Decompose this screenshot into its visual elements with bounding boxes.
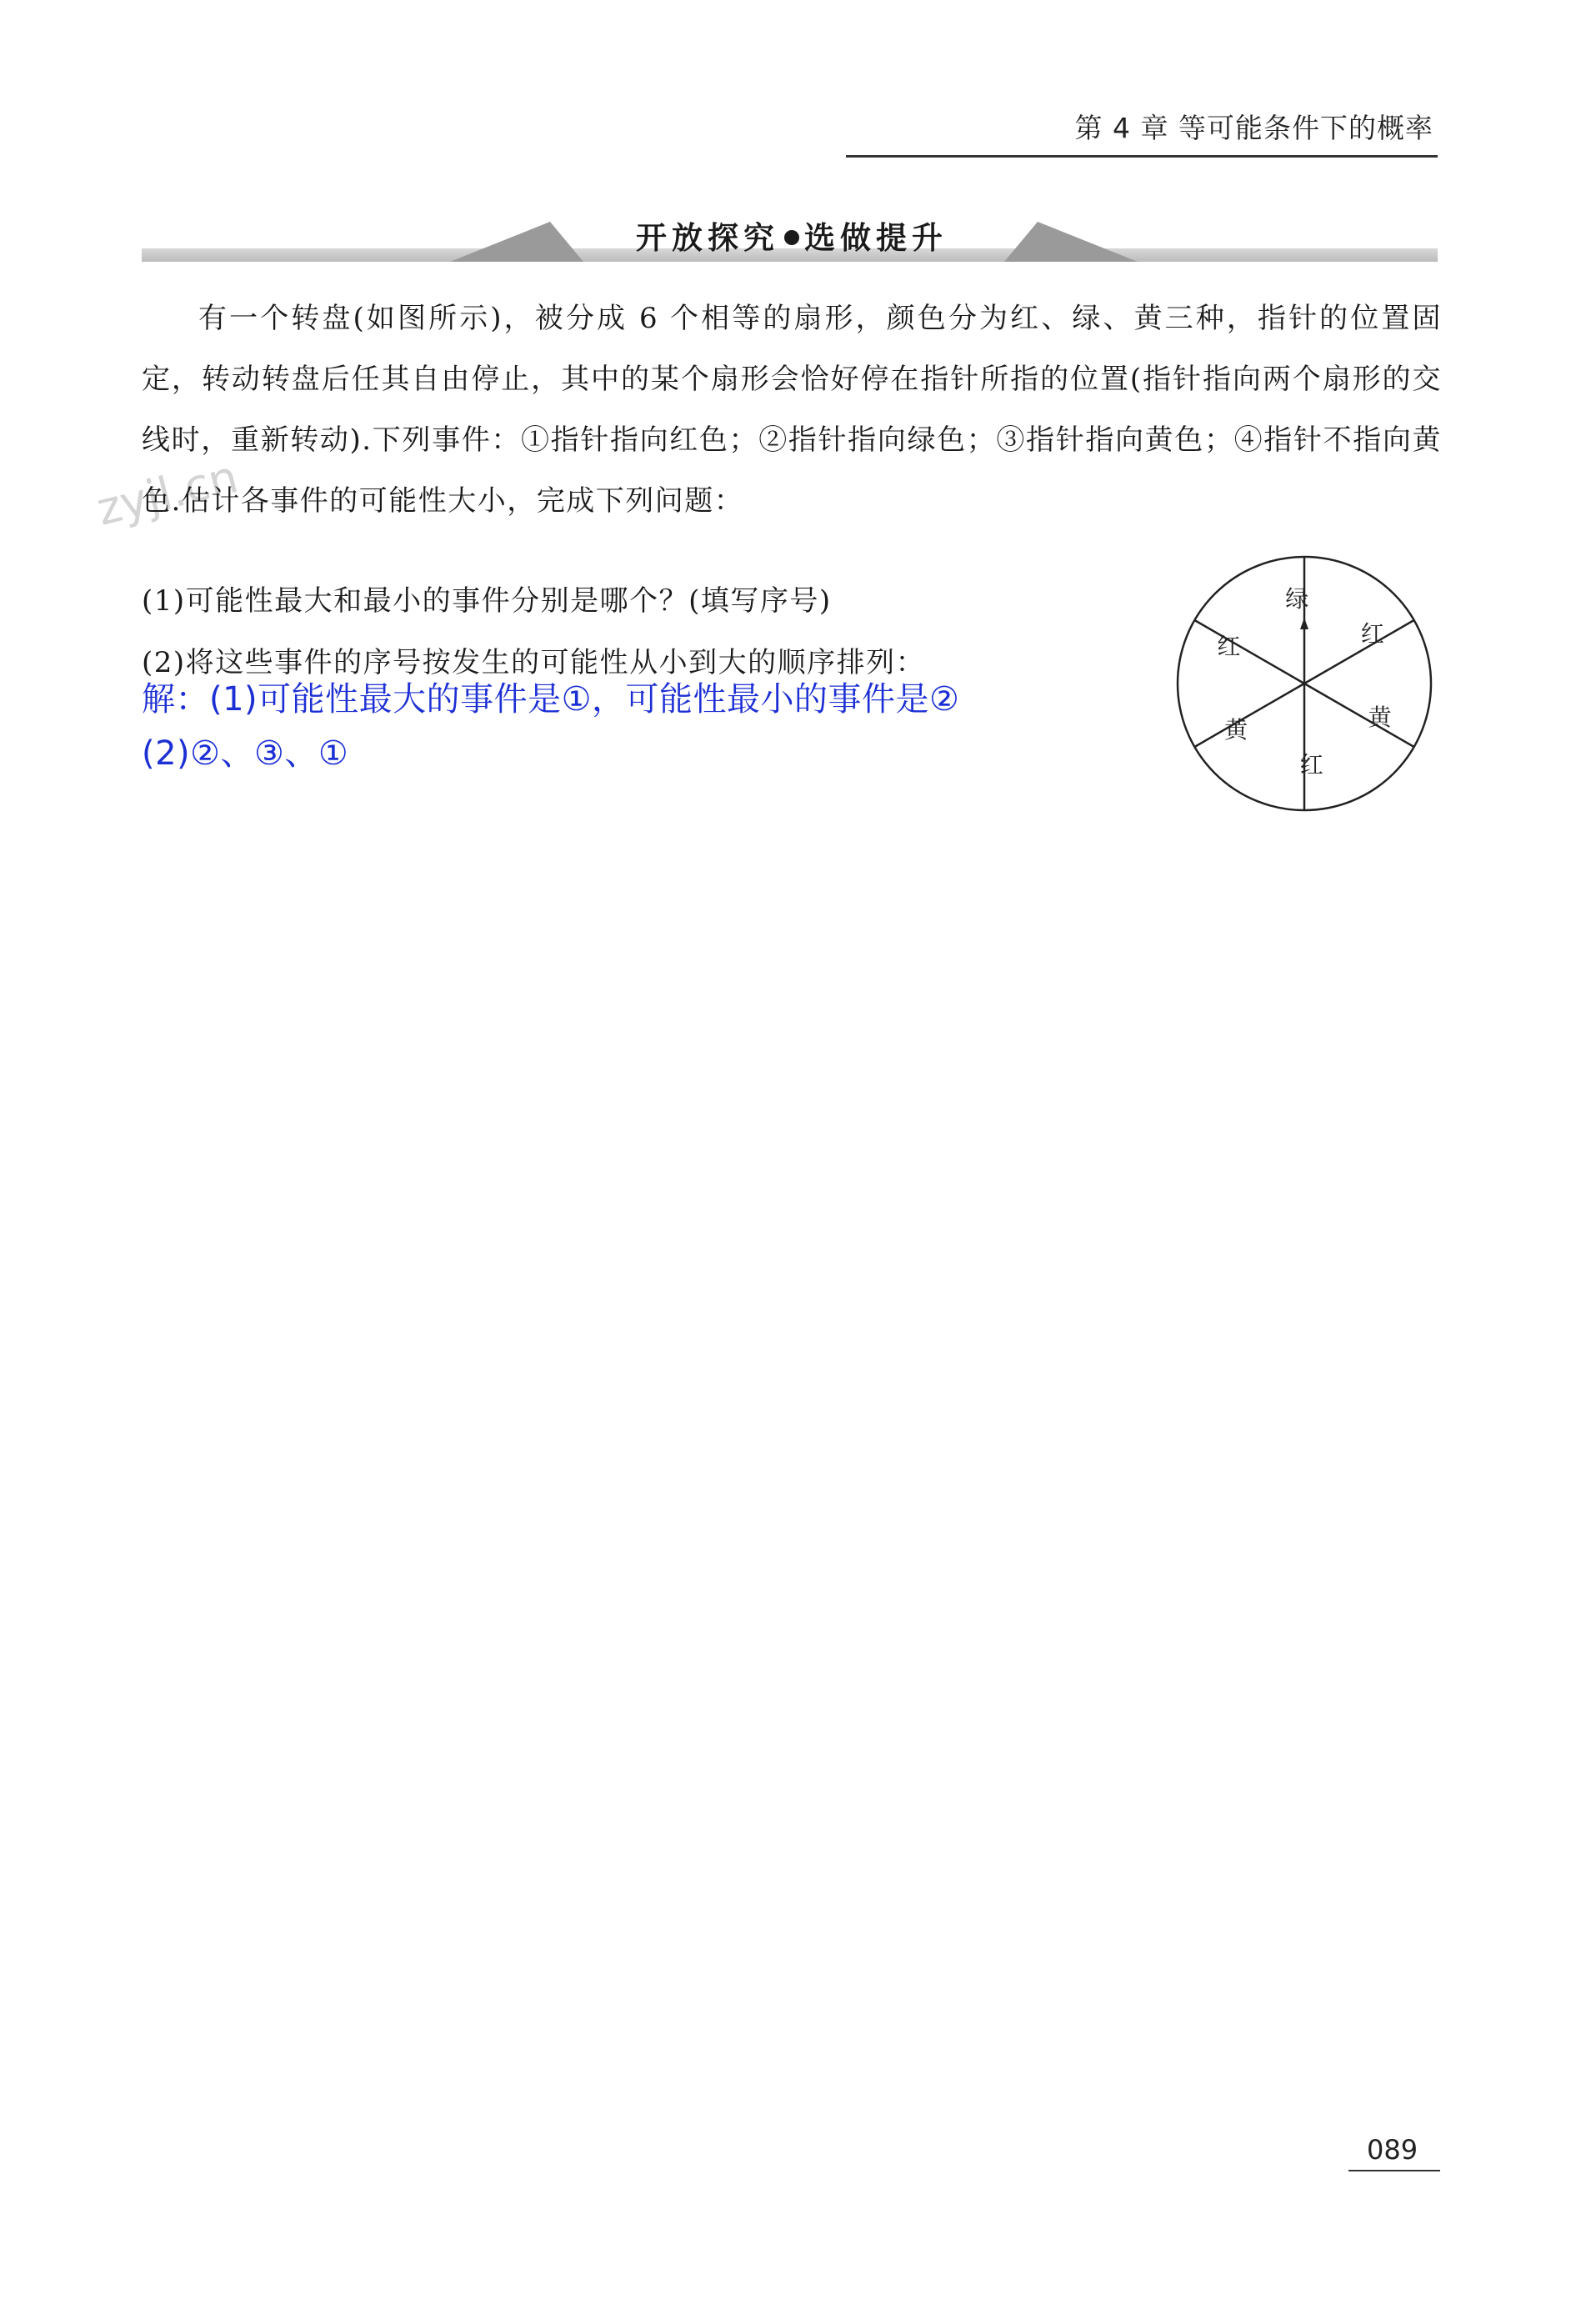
sector-divider: [1304, 684, 1414, 747]
banner-left-triangle: [450, 213, 583, 262]
problem-text: 有一个转盘(如图所示)，被分成 6 个相等的扇形，颜色分为红、绿、黄三种，指针的位置固定，转动转盘后任其自由停止，其中的某个扇形会恰好停在指针所指的位置(指针指向两个扇形的交线时，重新转动).下列事件：①指针指向红色；②指针指向绿色；③指针指向黄色；④指针不指向黄色.估计各事件的可能性大小，完成下列问题：: [142, 302, 1442, 518]
answer-1: 解：(1)可能性最大的事件是①，可能性最小的事件是②: [142, 680, 960, 719]
header-divider: [846, 155, 1438, 158]
page-number: 089: [1367, 2134, 1418, 2166]
question-1: (1)可能性最大和最小的事件分别是哪个？(填写序号): [142, 584, 832, 618]
sector-divider: [1194, 620, 1304, 684]
sector-label: 红: [1299, 751, 1323, 779]
question-2: (2)将这些事件的序号按发生的可能性从小到大的顺序排列：: [142, 646, 926, 679]
sector-label: 黄: [1224, 715, 1248, 744]
banner-title: [575, 215, 1008, 262]
pointer-head: [1300, 618, 1308, 629]
sector-divider: [1304, 620, 1414, 684]
spinner-diagram: [1167, 546, 1442, 821]
watermark: zyjl.cn: [91, 450, 243, 536]
sector-label: 黄: [1368, 703, 1392, 731]
banner-right-triangle: [1004, 213, 1138, 262]
problem-statement: [142, 288, 1442, 532]
banner-title-right: 选做提升: [804, 220, 948, 256]
sector-divider: [1194, 684, 1304, 747]
sector-label: 红: [1217, 633, 1241, 661]
page-number-rule: [1348, 2170, 1440, 2171]
sector-label: 红: [1360, 620, 1384, 649]
answer-2: (2)②、③、①: [142, 734, 349, 773]
bullet-dot: [784, 230, 799, 245]
section-banner: [142, 213, 1438, 265]
sector-label: 绿: [1285, 584, 1309, 613]
banner-title-left: 开放探究: [636, 220, 779, 256]
chapter-header: 第 4 章 等可能条件下的概率: [1074, 112, 1433, 144]
